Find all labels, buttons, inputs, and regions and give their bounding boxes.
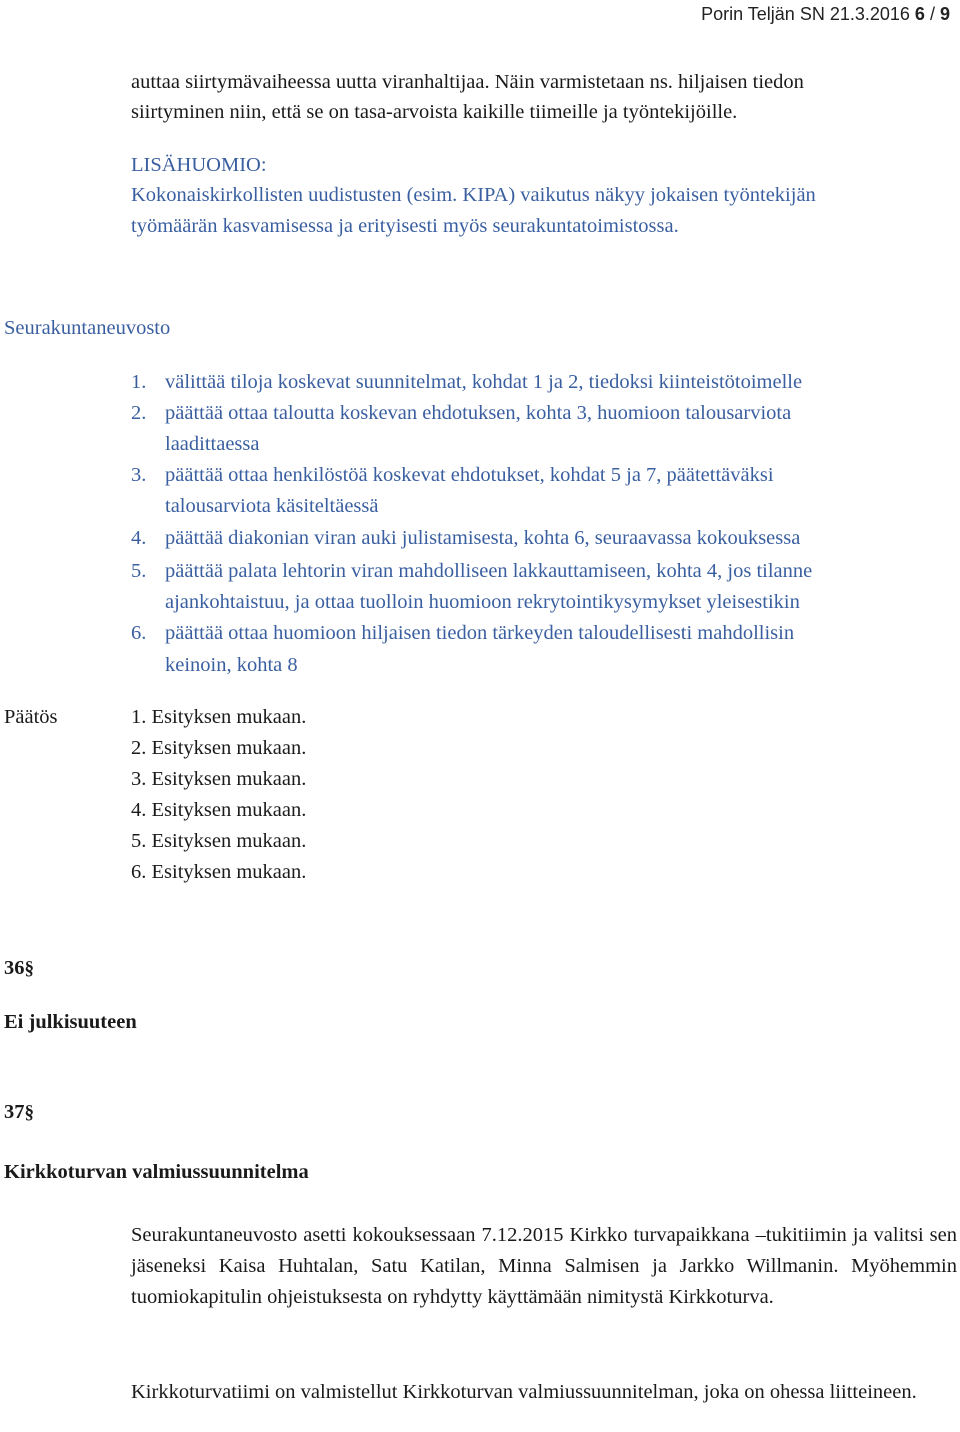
section-symbol: §	[24, 958, 34, 979]
section-37-paragraph-2: Kirkkoturvatiimi on valmistellut Kirkkoturvan valmiussuunnitelman, joka on ohessa liitteineen.	[131, 1381, 917, 1403]
section-symbol: §	[24, 1102, 34, 1123]
note-line-2: työmäärän kasvamisessa ja erityisesti myös seurakuntatoimistossa.	[131, 215, 679, 237]
page-current: 6	[914, 4, 925, 24]
decision-item-2: 2. Esityksen mukaan.	[131, 737, 307, 759]
proposal-item-2: 2. päättää ottaa taloutta koskevan ehdotuksen, kohta 3, huomioon talousarviota	[131, 402, 792, 424]
proposal-label: Seurakuntaneuvosto	[4, 317, 171, 339]
section-36-heading	[4, 953, 34, 984]
section-36-title: Ei julkisuuteen	[4, 1011, 137, 1033]
decision-item-6: 6. Esityksen mukaan.	[131, 861, 307, 883]
section-37-number: 37	[4, 1101, 25, 1123]
section-37-heading	[4, 1097, 34, 1128]
section-37-title: Kirkkoturvan valmiussuunnitelma	[4, 1161, 309, 1183]
proposal-item-6-cont: keinoin, kohta 8	[165, 654, 298, 676]
decision-item-3: 3. Esityksen mukaan.	[131, 768, 307, 790]
note-line-1: Kokonaiskirkollisten uudistusten (esim. KIPA) vaikutus näkyy jokaisen työntekijän	[131, 184, 816, 206]
proposal-item-6: 6. päättää ottaa huomioon hiljaisen tiedon tärkeyden taloudellisesti mahdollisin	[131, 622, 795, 644]
page-separator: /	[929, 4, 935, 24]
proposal-item-5-cont: ajankohtaistuu, ja ottaa tuolloin huomioon rekrytointikysymykset yleisestikin	[165, 591, 800, 613]
decision-item-4: 4. Esityksen mukaan.	[131, 799, 307, 821]
decision-item-1: 1. Esityksen mukaan.	[131, 706, 307, 728]
page-header	[701, 4, 950, 25]
note-heading: LISÄHUOMIO:	[131, 154, 267, 176]
proposal-item-4: 4. päättää diakonian viran auki julistamisesta, kohta 6, seuraavassa kokouksessa	[131, 527, 801, 549]
intro-line-1: auttaa siirtymävaiheessa uutta viranhaltijaa. Näin varmistetaan ns. hiljaisen tiedon	[131, 71, 804, 93]
proposal-item-1: 1. välittää tiloja koskevat suunnitelmat, kohdat 1 ja 2, tiedoksi kiinteistötoimelle	[131, 371, 803, 393]
proposal-item-2-cont: laadittaessa	[165, 433, 260, 455]
page-total: 9	[939, 4, 950, 24]
proposal-item-3-cont: talousarviota käsiteltäessä	[165, 495, 379, 517]
decision-item-5: 5. Esityksen mukaan.	[131, 830, 307, 852]
proposal-item-3: 3. päättää ottaa henkilöstöä koskevat ehdotukset, kohdat 5 ja 7, päätettäväksi	[131, 464, 774, 486]
section-36-number: 36	[4, 957, 25, 979]
intro-line-2: siirtyminen niin, että se on tasa-arvoista kaikille tiimeille ja työntekijöille.	[131, 101, 738, 123]
section-37-paragraph-1: Seurakuntaneuvosto asetti kokouksessaan 7.12.2015 Kirkko turvapaikkana –tukitiimin ja valitsi sen jäseneksi Kaisa Huhtalan, Satu Katilan, Minna Salmisen ja Jarkko Willmanin. Myöhemmin tuomiokapitulin ohjeistuksesta on ryhdytty käyttämään nimitystä Kirkkoturva.	[131, 1224, 957, 1308]
proposal-item-5: 5. päättää palata lehtorin viran mahdolliseen lakkauttamiseen, kohta 4, jos tilanne	[131, 560, 813, 582]
document-title: Porin Teljän SN 21.3.2016	[701, 4, 910, 24]
decision-label: Päätös	[4, 706, 58, 728]
